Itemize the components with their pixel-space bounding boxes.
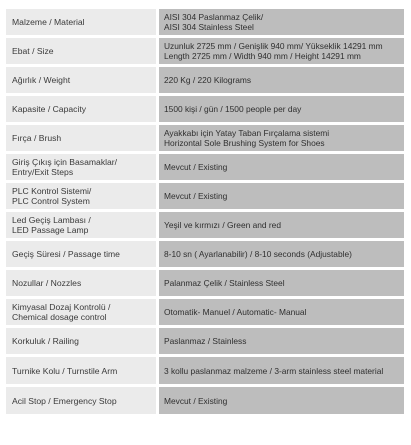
spec-value: Paslanmaz / Stainless xyxy=(159,328,404,354)
spec-value: Mevcut / Existing xyxy=(159,387,404,414)
spec-value: 220 Kg / 220 Kilograms xyxy=(159,67,404,93)
spec-label: Geçiş Süresi / Passage time xyxy=(6,241,156,267)
spec-label: Fırça / Brush xyxy=(6,125,156,151)
spec-label: Ebat / Size xyxy=(6,38,156,64)
spec-row-emergency-stop xyxy=(6,387,404,414)
spec-label: Korkuluk / Railing xyxy=(6,328,156,354)
spec-row-weight xyxy=(6,67,404,93)
spec-label: Giriş Çıkış için Basamaklar/ Entry/Exit Steps xyxy=(6,154,156,180)
spec-value: 8-10 sn ( Ayarlanabilir) / 8-10 seconds (Adjustable) xyxy=(159,241,404,267)
spec-row-chemical xyxy=(6,299,404,325)
spec-row-nozzles xyxy=(6,270,404,296)
spec-row-turnstile xyxy=(6,357,404,384)
spec-row-material xyxy=(6,9,404,35)
spec-row-plc xyxy=(6,183,404,209)
spec-row-brush xyxy=(6,125,404,151)
spec-label: Acil Stop / Emergency Stop xyxy=(6,387,156,414)
spec-row-railing xyxy=(6,328,404,354)
spec-label: Nozullar / Nozzles xyxy=(6,270,156,296)
spec-row-led xyxy=(6,212,404,238)
spec-value: Uzunluk 2725 mm / Genişlik 940 mm/ Yükseklik 14291 mm Length 2725 mm / Width 940 mm / Height 14291 mm xyxy=(159,38,404,64)
spec-label: Kapasite / Capacity xyxy=(6,96,156,122)
spec-value: Yeşil ve kırmızı / Green and red xyxy=(159,212,404,238)
spec-row-passage-time xyxy=(6,241,404,267)
spec-label: Kimyasal Dozaj Kontrolü / Chemical dosage control xyxy=(6,299,156,325)
spec-value: 3 kollu paslanmaz malzeme / 3-arm stainless steel material xyxy=(159,357,404,384)
spec-value: 1500 kişi / gün / 1500 people per day xyxy=(159,96,404,122)
spec-label: Turnike Kolu / Turnstile Arm xyxy=(6,357,156,384)
spec-label: Ağırlık / Weight xyxy=(6,67,156,93)
spec-value: Mevcut / Existing xyxy=(159,154,404,180)
spec-row-size xyxy=(6,38,404,64)
spec-value: AISI 304 Paslanmaz Çelik/ AISI 304 Stainless Steel xyxy=(159,9,404,35)
spec-table xyxy=(6,9,404,414)
spec-value: Ayakkabı için Yatay Taban Fırçalama sistemi Horizontal Sole Brushing System for Shoes xyxy=(159,125,404,151)
spec-label: Malzeme / Material xyxy=(6,9,156,35)
spec-row-capacity xyxy=(6,96,404,122)
spec-value: Otomatik- Manuel / Automatic- Manual xyxy=(159,299,404,325)
spec-value: Mevcut / Existing xyxy=(159,183,404,209)
spec-label: Led Geçiş Lambası / LED Passage Lamp xyxy=(6,212,156,238)
spec-row-steps xyxy=(6,154,404,180)
spec-value: Palanmaz Çelik / Stainless Steel xyxy=(159,270,404,296)
spec-label: PLC Kontrol Sistemi/ PLC Control System xyxy=(6,183,156,209)
